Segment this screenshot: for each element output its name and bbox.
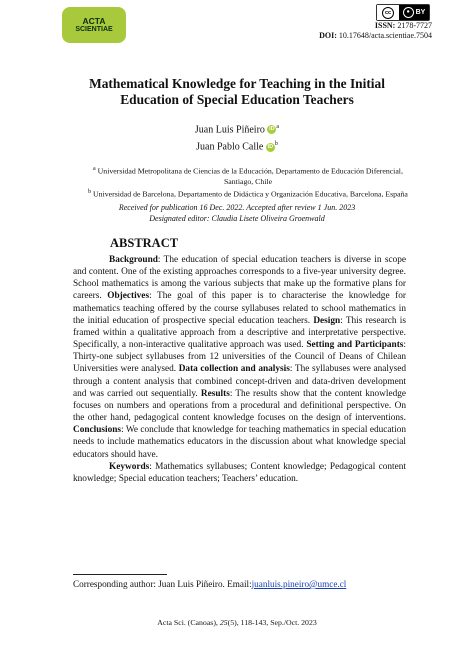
keywords: Keywords: Mathematics syllabuses; Content knowledge; Pedagogical content knowledge; Special education teachers; Teachers’ education.: [73, 461, 406, 484]
abstract-paragraph: Background: The education of special education teachers is diverse in scope and content. One of the existing approaches corresponds to a five-year university degree. School mathematics is among the various subjects that make up the formative plans for careers. Objectives: The goal of this paper is to characterise the knowledge for mathematics teaching offered by the course syllabuses related to school mathematics in the initial education of prospective special education teachers. Design: This research is framed within a qualitative approach from a descriptive and interpretative perspective. Specifically, a non-interactive qualitative approach was used. Setting and Participants: Thirty-one subject syllabuses from 12 universities of the Council of Deans of Chilean Universities were analysed. Data collection and analysis: The syllabuses were analysed through a content analysis that combined concept-driven and data-driven development and was carried out sequentially. Results: The results show that the content knowledge focuses on numbers and operations from a procedural and definitional perspective. On the other hand, pedagogical content knowledge focuses on the design of interventions. Conclusions: We conclude that knowledge for teaching mathematics in special education needs to include mathematics educators in the discussion about what knowledge special educators should have.: [73, 255, 407, 460]
license-by-label: BY: [415, 9, 426, 16]
issn-label: ISSN:: [374, 21, 396, 30]
issn: [375, 21, 432, 30]
author-1: [0, 120, 474, 137]
doi-label: DOI:: [319, 31, 337, 40]
journal-logo: [62, 7, 126, 43]
cc-license-badge[interactable]: [376, 4, 430, 21]
doi-value[interactable]: 10.17648/acta.scientiae.7504: [338, 31, 432, 40]
logo-line2: SCIENTIAE: [75, 25, 113, 33]
issn-value: 2178-7727: [397, 21, 432, 30]
corresponding-author: Corresponding author: Juan Luis Piñeiro. Email:juanluis.pineiro@umce.cl: [73, 579, 347, 589]
abstract-body: [73, 254, 406, 485]
author-affil-mark: b: [274, 141, 278, 148]
footnote-divider: [73, 574, 167, 575]
affiliations: [78, 164, 418, 199]
received-line: Received for publication 16 Dec. 2022. Accepted after review 1 Jun. 2023: [118, 203, 356, 212]
orcid-icon[interactable]: iD: [267, 143, 274, 150]
email-link[interactable]: juanluis.pineiro@umce.cl: [251, 579, 347, 589]
abstract-heading: ABSTRACT: [110, 236, 179, 250]
orcid-icon[interactable]: iD: [269, 126, 275, 133]
author-list: [0, 120, 474, 155]
publication-dates: [0, 203, 474, 224]
author-name: Juan Luis Piñeiro: [194, 124, 265, 136]
paper-title: Mathematical Knowledge for Teaching in the Initial Education of Special Education Teachers: [89, 76, 385, 107]
cc-icon: cc: [377, 5, 399, 20]
editor-line: Designated editor: Claudia Lisete Oliveira Groenwald: [149, 213, 325, 223]
doi[interactable]: [319, 31, 432, 40]
page-footer: Acta Sci. (Canoas), 25(5), 118-143, Sep./Oct. 2023: [157, 618, 317, 627]
affiliation-b: $^b$ Universidad de Barcelona, Departamento de Didáctica y Organización Educativa, Barcelona, España: [88, 188, 408, 199]
author-affil-mark: a: [276, 124, 280, 130]
person-icon: ●: [403, 7, 414, 18]
author-name: Juan Pablo Calle: [196, 141, 264, 153]
logo-line1: ACTA: [82, 15, 106, 26]
author-2: [0, 137, 474, 154]
by-icon: [399, 5, 429, 20]
affiliation-a: $^a$ Universidad Metropolitana de Ciencias de la Educación, Departamento de Educación Diferencial, Santiago, Chile: [93, 166, 403, 186]
